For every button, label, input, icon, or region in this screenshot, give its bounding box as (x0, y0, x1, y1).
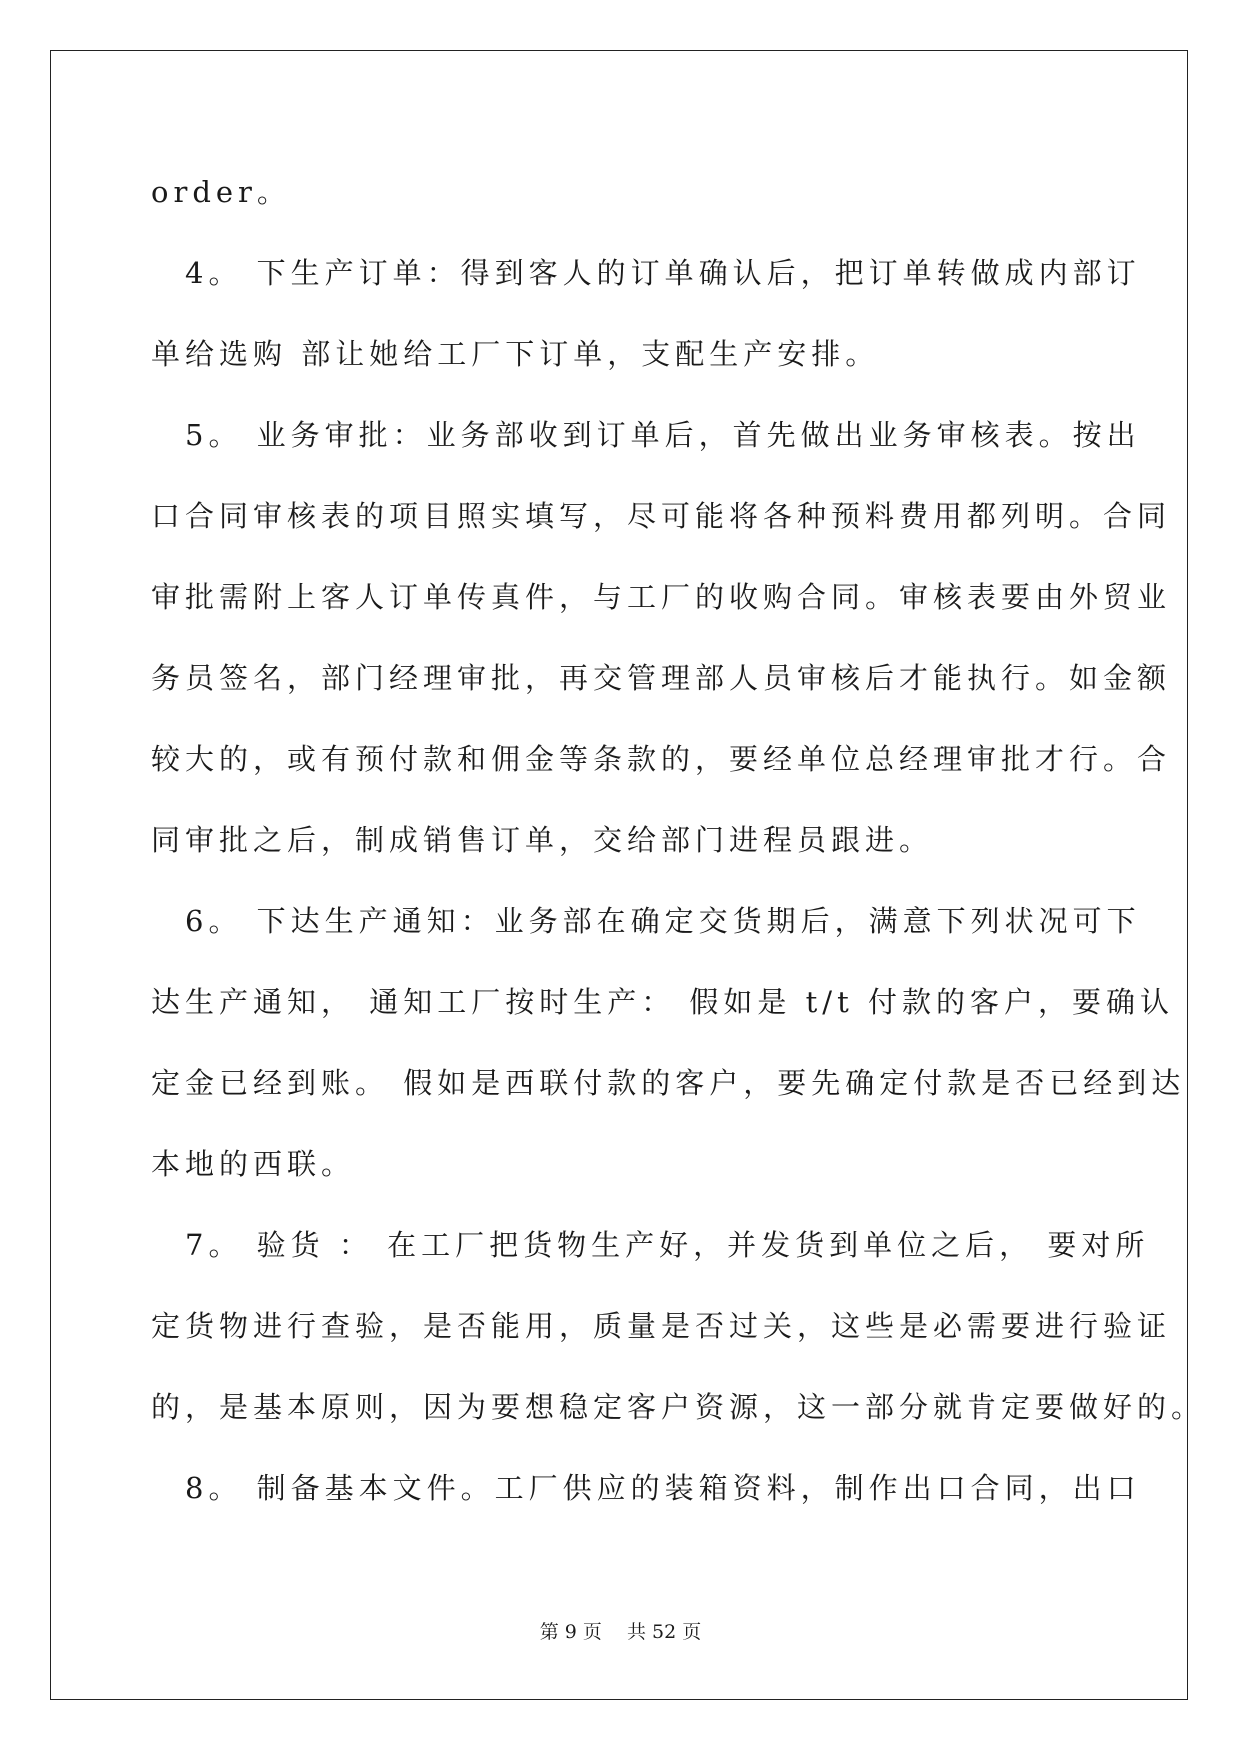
text-line: 达生产通知， 通知工厂按时生产： 假如是 t/t 付款的客户，要确认 (151, 985, 1174, 1019)
text-line: 定金已经到账。 假如是西联付款的客户，要先确定付款是否已经到达 (151, 1066, 1186, 1100)
text-line: 8。 制备基本文件。工厂供应的装箱资料，制作出口合同，出口 (151, 1471, 1141, 1505)
page-number: 第 9 页 共 52 页 (539, 1621, 702, 1643)
text-line: 5。 业务审批：业务部收到订单后，首先做出业务审核表。按出 (151, 418, 1141, 452)
page-border (50, 50, 1188, 1700)
text-line: 口合同审核表的项目照实填写，尽可能将各种预料费用都列明。合同 (151, 499, 1172, 533)
text-line: 务员签名，部门经理审批，再交管理部人员审核后才能执行。如金额 (151, 661, 1172, 695)
text-line: 审批需附上客人订单传真件，与工厂的收购合同。审核表要由外贸业 (151, 580, 1172, 614)
page-footer (0, 1620, 1241, 1644)
text-line: 6。 下达生产通知：业务部在确定交货期后，满意下列状况可下 (151, 904, 1141, 938)
text-line: order。 (151, 175, 291, 209)
text-line: 4。 下生产订单：得到客人的订单确认后，把订单转做成内部订 (151, 256, 1141, 290)
text-line: 同审批之后，制成销售订单，交给部门进程员跟进。 (151, 823, 934, 857)
text-line: 7。 验货 ： 在工厂把货物生产好，并发货到单位之后， 要对所 (151, 1228, 1150, 1262)
text-line: 本地的西联。 (151, 1147, 356, 1181)
text-line: 的，是基本原则，因为要想稳定客户资源，这一部分就肯定要做好的。 (151, 1390, 1206, 1424)
text-line: 较大的，或有预付款和佣金等条款的，要经单位总经理审批才行。合 (151, 742, 1172, 776)
text-line: 定货物进行查验，是否能用，质量是否过关，这些是必需要进行验证 (151, 1309, 1172, 1343)
text-line: 单给选购 部让她给工厂下订单，支配生产安排。 (151, 337, 880, 371)
